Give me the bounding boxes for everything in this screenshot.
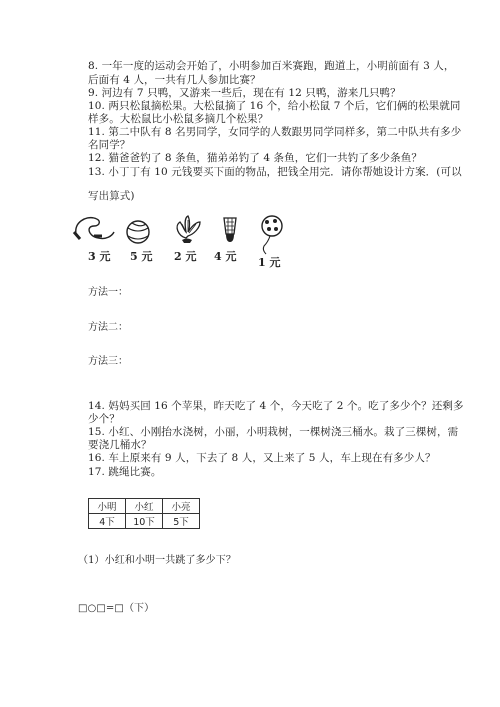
question-12: 12. 猫爸爸钓了 8 条鱼，猫弟弟钓了 4 条鱼，它们一共钓了多少条鱼？ xyxy=(88,152,422,164)
table-cell: 4下 xyxy=(89,514,126,529)
price-jump-rope: 3 元 xyxy=(88,250,111,263)
jump-rope-icon xyxy=(72,212,118,252)
question-11-line-2: 名同学？ xyxy=(88,139,131,151)
table-header-cell: 小亮 xyxy=(163,499,200,514)
question-11-line-1: 11. 第二中队有 8 名男同学，女同学的人数跟男同学同样多，第二中队共有多少 xyxy=(88,126,462,138)
item-ball xyxy=(122,212,166,270)
question-16: 16. 车上原来有 9 人，下去了 8 人，又上来了 5 人，车上现在有多少人？ xyxy=(88,452,436,464)
shuttlecock-icon xyxy=(170,212,210,252)
table-cell: 10下 xyxy=(126,514,163,529)
price-badminton: 4 元 xyxy=(214,250,237,263)
items-row xyxy=(72,212,302,272)
question-14-line-1: 14. 妈妈买回 16 个苹果，昨天吃了 4 个，今天吃了 2 个。吃了多少个？还剩多 xyxy=(88,400,464,412)
item-jump-rope xyxy=(72,212,116,270)
method-one-label: 方法一： xyxy=(88,287,128,298)
question-15-line-2: 要浇几桶水？ xyxy=(88,439,152,451)
jump-rope-score-table xyxy=(88,498,200,529)
question-10-line-2: 样多。大松鼠比小松鼠多摘几个松果？ xyxy=(88,113,269,125)
item-shuttlecock xyxy=(170,212,214,270)
table-header-cell: 小红 xyxy=(126,499,163,514)
item-badminton xyxy=(214,212,258,270)
question-8-line-2: 后面有 4 人，一共有几人参加比赛？ xyxy=(88,74,261,86)
badminton-icon xyxy=(214,212,254,252)
answer-template: □○□=□（下） xyxy=(78,603,155,614)
table-header-cell: 小明 xyxy=(89,499,126,514)
method-three-label: 方法三： xyxy=(88,356,128,367)
table-cell: 5下 xyxy=(163,514,200,529)
ball-icon xyxy=(122,212,162,252)
table-row xyxy=(89,514,200,529)
question-9: 9. 河边有 7 只鸭，又游来一些后，现在有 12 只鸭，游来几只鸭？ xyxy=(88,87,401,99)
table-header-row xyxy=(89,499,200,514)
method-two-label: 方法二： xyxy=(88,322,128,333)
question-10-line-1: 10. 两只松鼠摘松果。大松鼠摘了 16 个，给小松鼠 7 个后，它们俩的松果就同 xyxy=(88,100,461,112)
question-15-line-1: 15. 小红、小刚抬水浇树，小丽，小明栽树，一棵树浇三桶水。栽了三棵树，需 xyxy=(88,426,459,438)
balloon-icon xyxy=(254,212,294,256)
question-8-line-1: 8. 一年一度的运动会开始了，小明参加百米赛跑，跑道上，小明前面有 3 人， xyxy=(88,60,455,72)
price-balloon: 1 元 xyxy=(258,256,281,269)
question-13-line-1: 13. 小丁丁有 10 元钱要买下面的物品，把钱全用完．请你帮她设计方案．(可以 xyxy=(88,166,462,178)
price-shuttlecock: 2 元 xyxy=(174,250,197,263)
sub-question: （1）小红和小明一共跳了多少下？ xyxy=(78,555,236,566)
question-13-line-2: 写出算式) xyxy=(88,190,135,202)
item-balloon xyxy=(254,212,298,270)
price-ball: 5 元 xyxy=(130,250,153,263)
question-17: 17. 跳绳比赛。 xyxy=(88,466,162,478)
question-14-line-2: 少个？ xyxy=(88,413,120,425)
